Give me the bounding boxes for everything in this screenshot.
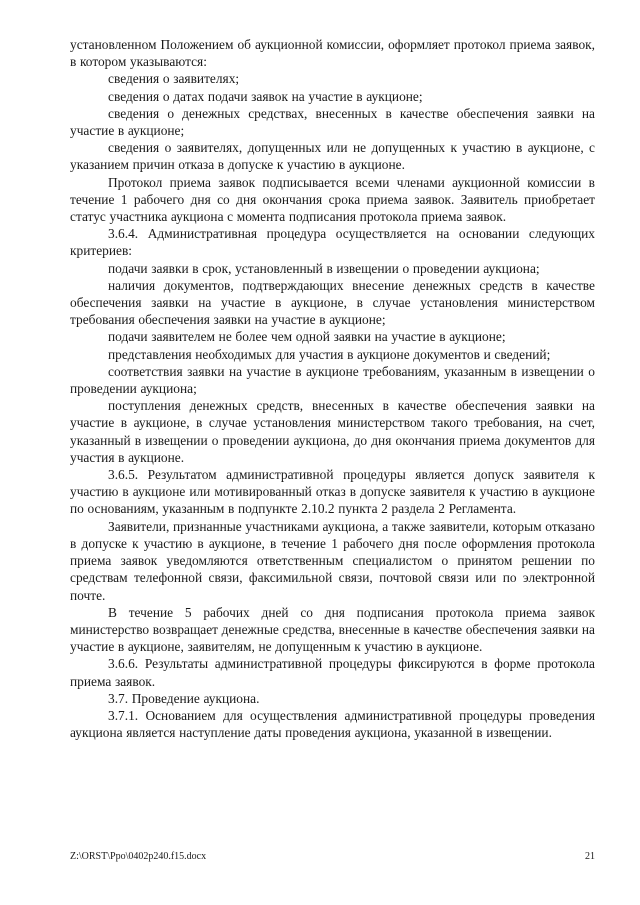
paragraph-13: 3.6.5. Результатом административной процедуры является допуск заявителя к участию в аукционе или мотивированный отказ в допуске заявителя к участию в аукционе по основаниям, указанным в подпункте 2.10.2 пункта 2 раздела 2 Регламента. <box>70 467 595 517</box>
paragraph-15: В течение 5 рабочих дней со дня подписания протокола приема заявок министерство возвращает денежные средства, внесенные в качестве обеспечения заявки на участие в аукционе, заявителям, не допущенным к участию в аукционе. <box>70 604 595 655</box>
paragraph-2: сведения о датах подачи заявок на участие в аукционе; <box>108 88 423 104</box>
paragraph-8: наличия документов, подтверждающих внесение денежных средств в качестве обеспечения заявки на участие в аукционе, в случае установления министерством требования обеспечения заявки на участие в аукционе; <box>70 277 595 328</box>
paragraph-12: поступления денежных средств, внесенных в качестве обеспечения заявки на участие в аукционе, в случае установления министерством такого требования, на счет, указанный в извещении о проведении аукциона, до дня окончания приема документов для участия в аукционе. <box>70 398 595 465</box>
paragraph-18: 3.7.1. Основанием для осуществления административной процедуры проведения аукциона является наступление даты проведения аукциона, указанной в извещении. <box>70 707 595 741</box>
footer-file-path: Z:\ORST\Ppo\0402p240.f15.docx <box>70 851 207 862</box>
paragraph-16: 3.6.6. Результаты административной процедуры фиксируются в форме протокола приема заявок. <box>70 656 595 689</box>
paragraph-10: представления необходимых для участия в аукционе документов и сведений; <box>108 346 551 362</box>
paragraph-9: подачи заявителем не более чем одной заявки на участие в аукционе; <box>108 329 506 345</box>
paragraph-7: подачи заявки в срок, установленный в извещении о проведении аукциона; <box>108 260 540 276</box>
paragraph-1: сведения о заявителях; <box>108 71 240 87</box>
page-footer <box>70 851 595 863</box>
paragraph-17: 3.7. Проведение аукциона. <box>108 690 260 706</box>
paragraph-4: сведения о заявителях, допущенных или не допущенных к участию в аукционе, с указанием причин отказа в допуске к участию в аукционе. <box>70 140 595 173</box>
paragraph-11: соответствия заявки на участие в аукционе требованиям, указанным в извещении о проведении аукциона; <box>70 363 595 397</box>
paragraph-6: 3.6.4. Административная процедура осуществляется на основании следующих критериев: <box>70 226 595 259</box>
page-number: 21 <box>585 851 595 862</box>
paragraph-14: Заявители, признанные участниками аукциона, а также заявители, которым отказано в допуске к участию в аукционе, в течение 1 рабочего дня после оформления протокола приема заявок уведомляются ответственным специалистом о принятом решении по средствам телефонной связи, факсимильной связи, почтовой связи или по электронной почте. <box>70 518 595 603</box>
paragraph-5: Протокол приема заявок подписывается всеми членами аукционной комиссии в течение 1 рабочего дня со дня окончания срока приема заявок. Заявитель приобретает статус участника аукциона с момента подписания протокола приема заявок. <box>70 174 595 225</box>
document-body <box>70 36 595 741</box>
paragraph-0: установленном Положением об аукционной комиссии, оформляет протокол приема заявок, в котором указываются: <box>70 37 595 70</box>
paragraph-3: сведения о денежных средствах, внесенных в качестве обеспечения заявки на участие в аукционе; <box>70 105 595 139</box>
